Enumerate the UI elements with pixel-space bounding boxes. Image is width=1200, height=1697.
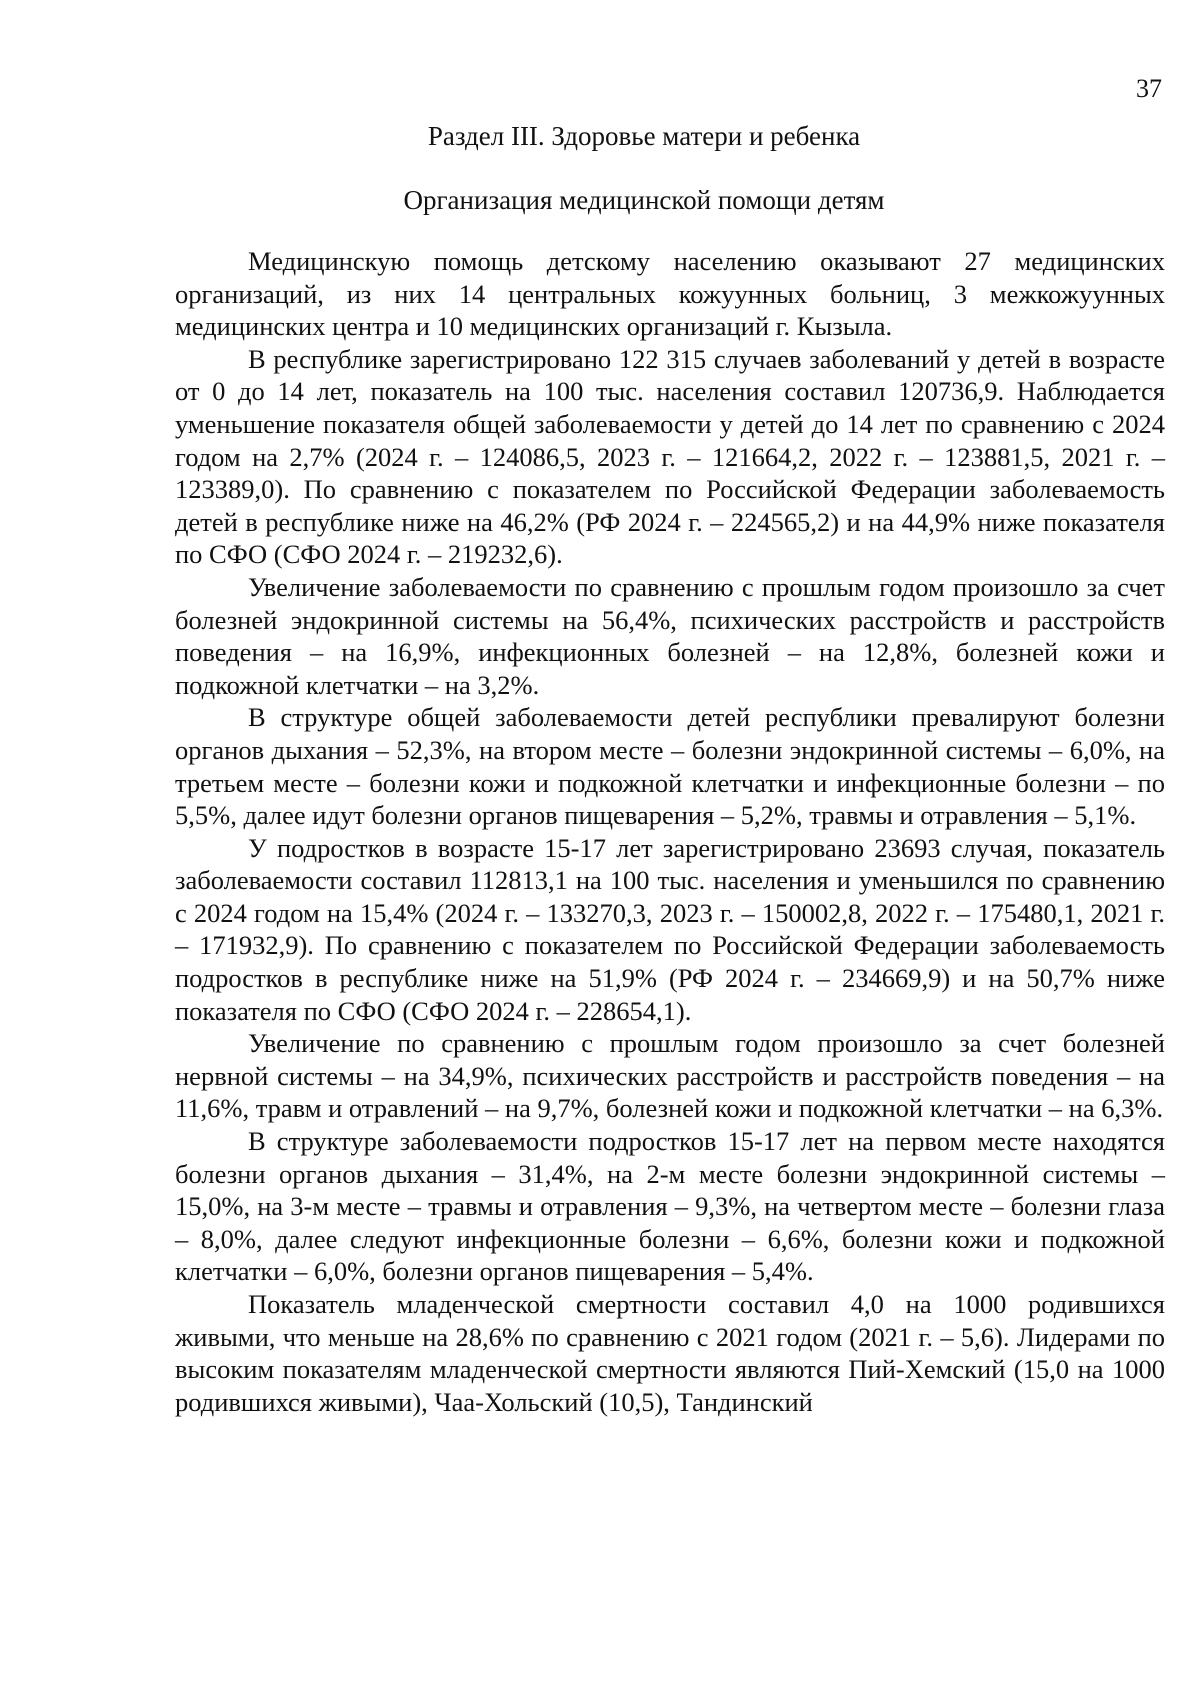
subsection-title: Организация медицинской помощи детям — [403, 185, 885, 215]
paragraph: Медицинскую помощь детскому населению оказывают 27 медицинских организаций, из них 14 центральных кожуунных больниц, 3 межкожуунных медицинских центра и 10 медицинских организаций г. Кызыла. — [175, 246, 1165, 342]
page-number: 37 — [1136, 74, 1162, 103]
body-text — [175, 245, 1165, 1418]
paragraph: В структуре общей заболеваемости детей республики превалируют болезни органов дыхания – 52,3%, на втором месте – болезни эндокринной системы – 6,0%, на третьем месте – болезни кожи и подкожной клетчатки и инфекционные болезни – по 5,5%, далее идут болезни органов пищеварения – 5,2%, травмы и отравления – 5,1%. — [175, 702, 1165, 831]
paragraph: Увеличение по сравнению с прошлым годом произошло за счет болезней нервной системы – на 34,9%, психических расстройств и расстройств поведения – на 11,6%, травм и отравлений – на 9,7%, болезней кожи и подкожной клетчатки – на 6,3%. — [175, 1028, 1165, 1124]
paragraph: Показатель младенческой смертности составил 4,0 на 1000 родившихся живыми, что меньше на 28,6% по сравнению с 2021 годом (2021 г. – 5,6). Лидерами по высоким показателям младенческой смертности являются Пий-Хемский (15,0 на 1000 родившихся живыми), Чаа-Хольский (10,5), Тандинский — [175, 1289, 1165, 1417]
paragraph: В структуре заболеваемости подростков 15-17 лет на первом месте находятся болезни органов дыхания – 31,4%, на 2-м месте болезни эндокринной системы – 15,0%, на 3-м месте – травмы и отравления – 9,3%, на четвертом месте – болезни глаза – 8,0%, далее следуют инфекционные болезни – 6,6%, болезни кожи и подкожной клетчатки – 6,0%, болезни органов пищеварения – 5,4%. — [175, 1126, 1165, 1287]
section-title: Раздел III. Здоровье матери и ребенка — [427, 121, 861, 151]
paragraph: У подростков в возрасте 15-17 лет зарегистрировано 23693 случая, показатель заболеваемости составил 112813,1 на 100 тыс. населения и уменьшился по сравнению с 2024 годом на 15,4% (2024 г. – 133270,3, 2023 г. – 150002,8, 2022 г. – 175480,1, 2021 г. – 171932,9). По сравнению с показателем по Российской Федерации заболеваемость подростков в республике ниже на 51,9% (РФ 2024 г. – 234669,9) и на 50,7% ниже показателя по СФО (СФО 2024 г. – 228654,1). — [175, 832, 1165, 1026]
paragraph: Увеличение заболеваемости по сравнению с прошлым годом произошло за счет болезней эндокринной системы на 56,4%, психических расстройств и расстройств поведения – на 16,9%, инфекционных болезней – на 12,8%, болезней кожи и подкожной клетчатки – на 3,2%. — [175, 571, 1165, 700]
paragraph: В республике зарегистрировано 122 315 случаев заболеваний у детей в возрасте от 0 до 14 лет, показатель на 100 тыс. населения составил 120736,9. Наблюдается уменьшение показателя общей заболеваемости у детей до 14 лет по сравнению с 2024 годом на 2,7% (2024 г. – 124086,5, 2023 г. – 121664,2, 2022 г. – 123881,5, 2021 г. – 123389,0). По сравнению с показателем по Российской Федерации заболеваемость детей в республике ниже на 46,2% (РФ 2024 г. – 224565,2) и на 44,9% ниже показателя по СФО (СФО 2024 г. – 219232,6). — [175, 343, 1165, 570]
